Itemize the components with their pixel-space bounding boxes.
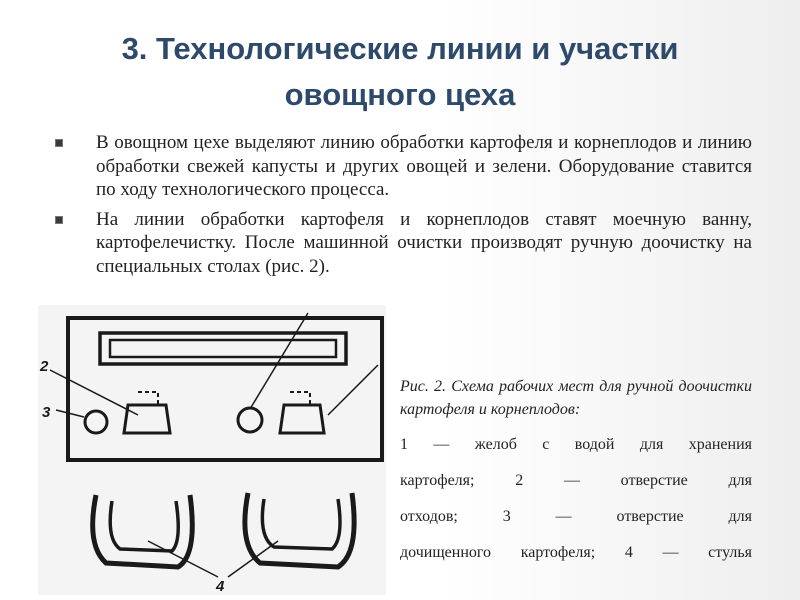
bullet-text: На линии обработки картофеля и корнеплодов ставят моечную ванну, картофелечистку. После машинной очистки производят ручную доочистку на специальных столах (рис. 2). <box>96 208 752 277</box>
bullet-square-icon <box>55 216 63 224</box>
caption-line-4: дочищенного картофеля; 4 — стулья <box>400 544 752 561</box>
workplace-diagram-svg <box>38 305 386 595</box>
leader-4b <box>228 541 278 577</box>
leader-1 <box>250 313 308 409</box>
caption-line-1: 1 — желоб с водой для хранения <box>400 436 752 453</box>
waste-opening-right-dash <box>290 392 310 405</box>
bullet-list <box>55 131 752 284</box>
bullet-item <box>55 131 752 202</box>
hole-left <box>85 411 107 433</box>
diagram-label-4: 4 <box>216 578 225 595</box>
figure-caption <box>400 375 752 571</box>
water-trough <box>100 333 346 364</box>
title-line-1: 3. Технологические линии и участки <box>121 31 679 66</box>
waste-opening-right <box>280 405 324 433</box>
waste-opening-left-dash <box>138 392 158 405</box>
water-trough-inner <box>110 340 336 357</box>
bullet-text: В овощном цехе выделяют линию обработки картофеля и корнеплодов и линию обработки свежей капусты и других овощей и зелени. Оборудование ставится по ходу технологического процесса. <box>96 132 752 200</box>
title-line-2: овощного цеха <box>284 77 516 112</box>
caption-line-2: картофеля; 2 — отверстие для <box>400 472 752 489</box>
bullet-item <box>55 208 752 279</box>
hole-right <box>238 408 262 432</box>
leader-1b <box>328 365 378 415</box>
waste-opening-left <box>124 405 170 433</box>
bullet-square-icon <box>55 139 63 147</box>
chair-right-inner <box>262 499 340 549</box>
chair-left-inner <box>110 501 178 551</box>
caption-line-3: отходов; 3 — отверстие для <box>400 508 752 525</box>
workplace-diagram <box>38 305 386 595</box>
caption-title: Рис. 2. Схема рабочих мест для ручной доочистки картофеля и корнеплодов: <box>400 378 752 418</box>
leader-4a <box>148 541 218 577</box>
diagram-label-3: 3 <box>42 404 51 421</box>
leader-2 <box>50 370 138 415</box>
diagram-label-2: 2 <box>40 358 49 375</box>
